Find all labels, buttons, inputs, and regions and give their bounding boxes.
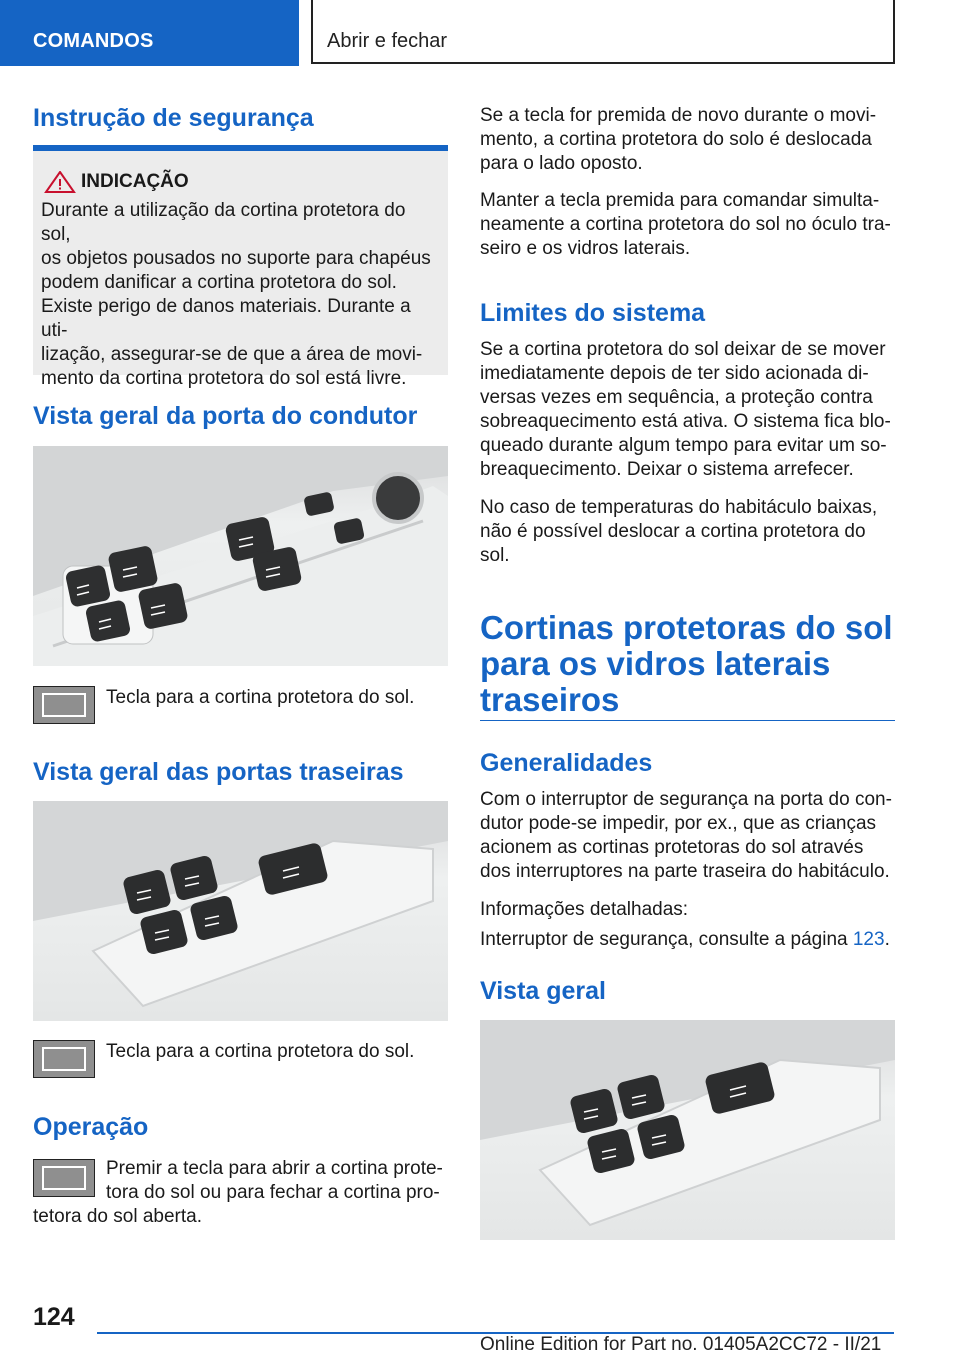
rear-door-photo xyxy=(33,801,448,1021)
xref-text: Interruptor de segurança, consulte a página xyxy=(480,929,853,950)
text-line: sol. xyxy=(480,545,510,566)
limits-heading: Limites do sistema xyxy=(480,299,706,327)
operation-line: Premir a tecla para abrir a cortina prote- xyxy=(106,1158,443,1179)
text-line: dutor pode-se impedir, por ex., que as crianças xyxy=(480,813,877,834)
notice-box xyxy=(33,151,448,389)
text-line: mento, a cortina protetora do solo é deslocada xyxy=(480,129,872,150)
overview-heading: Vista geral xyxy=(480,977,607,1005)
notice-line: lização, assegurar-se de que a área de movi- xyxy=(41,344,423,365)
text-line: Se a tecla for premida de novo durante o movi- xyxy=(480,105,877,126)
text-line: dos interruptores na parte traseira do habitáculo. xyxy=(480,861,890,882)
chapter-title: Abrir e fechar xyxy=(327,30,448,52)
text-line: neamente a cortina protetora do sol no óculo tra- xyxy=(480,214,891,235)
cross-reference xyxy=(480,928,890,952)
text-line: breaquecimento. Deixar o sistema arrefecer. xyxy=(480,459,854,480)
text-line: Com o interruptor de segurança na porta do con- xyxy=(480,789,892,810)
sunblind-key-icon xyxy=(33,1040,95,1078)
notice-line: mento da cortina protetora do sol está livre. xyxy=(41,368,407,389)
heading-rule xyxy=(480,720,895,721)
text-line: imediatamente depois de ter sido acionada di- xyxy=(480,363,869,384)
notice-line: Existe perigo de danos materiais. Durante a uti- xyxy=(41,296,411,341)
operation-heading: Operação xyxy=(33,1113,149,1141)
driver-caption: Tecla para a cortina protetora do sol. xyxy=(106,687,415,708)
page-number: 124 xyxy=(33,1303,75,1331)
text-line: Manter a tecla premida para comandar simulta- xyxy=(480,190,880,211)
driver-door-heading: Vista geral da porta do condutor xyxy=(33,402,418,430)
text-line: sobreaquecimento está ativa. O sistema fica blo- xyxy=(480,411,891,432)
notice-header xyxy=(41,171,440,193)
text-line: Se a cortina protetora do sol deixar de se mover xyxy=(480,339,886,360)
chapter-tab xyxy=(311,0,895,64)
paragraph xyxy=(480,496,877,568)
chapter-heading xyxy=(480,610,893,718)
sunblind-key-icon xyxy=(33,1159,95,1197)
driver-door-photo xyxy=(33,446,448,666)
xref-end: . xyxy=(884,929,890,950)
text-line: acionem as cortinas protetoras do sol através xyxy=(480,837,864,858)
rear-caption: Tecla para a cortina protetora do sol. xyxy=(106,1041,415,1062)
rear-doors-heading: Vista geral das portas traseiras xyxy=(33,758,404,786)
text-line: não é possível deslocar a cortina protetora do xyxy=(480,521,866,542)
section-title: COMANDOS xyxy=(33,30,154,52)
notice-line: Durante a utilização da cortina protetora do sol, xyxy=(41,200,406,245)
page-link[interactable]: 123 xyxy=(852,929,885,950)
section-tab xyxy=(0,0,299,66)
text-line: versas vezes em sequência, a proteção contra xyxy=(480,387,873,408)
paragraph xyxy=(480,338,891,482)
sunblind-key-icon xyxy=(33,686,95,724)
heading-line: traseiros xyxy=(480,681,620,718)
text-line: seiro e os vidros laterais. xyxy=(480,238,691,259)
operation-line: tora do sol ou para fechar a cortina pro- xyxy=(106,1182,440,1203)
edition-info: Online Edition for Part no. 01405A2CC72 - II/21 xyxy=(480,1334,882,1355)
text-line: queado durante algum tempo para evitar um so- xyxy=(480,435,887,456)
operation-line: tetora do sol aberta. xyxy=(33,1206,202,1227)
notice-title: INDICAÇÃO xyxy=(81,171,189,192)
details-label: Informações detalhadas: xyxy=(480,899,689,920)
notice-line: os objetos pousados no suporte para chapéus xyxy=(41,248,431,269)
warning-icon xyxy=(43,171,77,193)
heading-line: Cortinas protetoras do sol xyxy=(480,609,893,646)
paragraph xyxy=(480,788,892,884)
overview-photo xyxy=(480,1020,895,1240)
general-heading: Generalidades xyxy=(480,749,653,777)
paragraph xyxy=(480,189,891,261)
safety-heading: Instrução de segurança xyxy=(33,104,314,132)
paragraph xyxy=(480,104,876,176)
text-line: para o lado oposto. xyxy=(480,153,643,174)
heading-line: para os vidros laterais xyxy=(480,645,831,682)
notice-line: podem danificar a cortina protetora do sol. xyxy=(41,272,397,293)
text-line: No caso de temperaturas do habitáculo baixas, xyxy=(480,497,878,518)
